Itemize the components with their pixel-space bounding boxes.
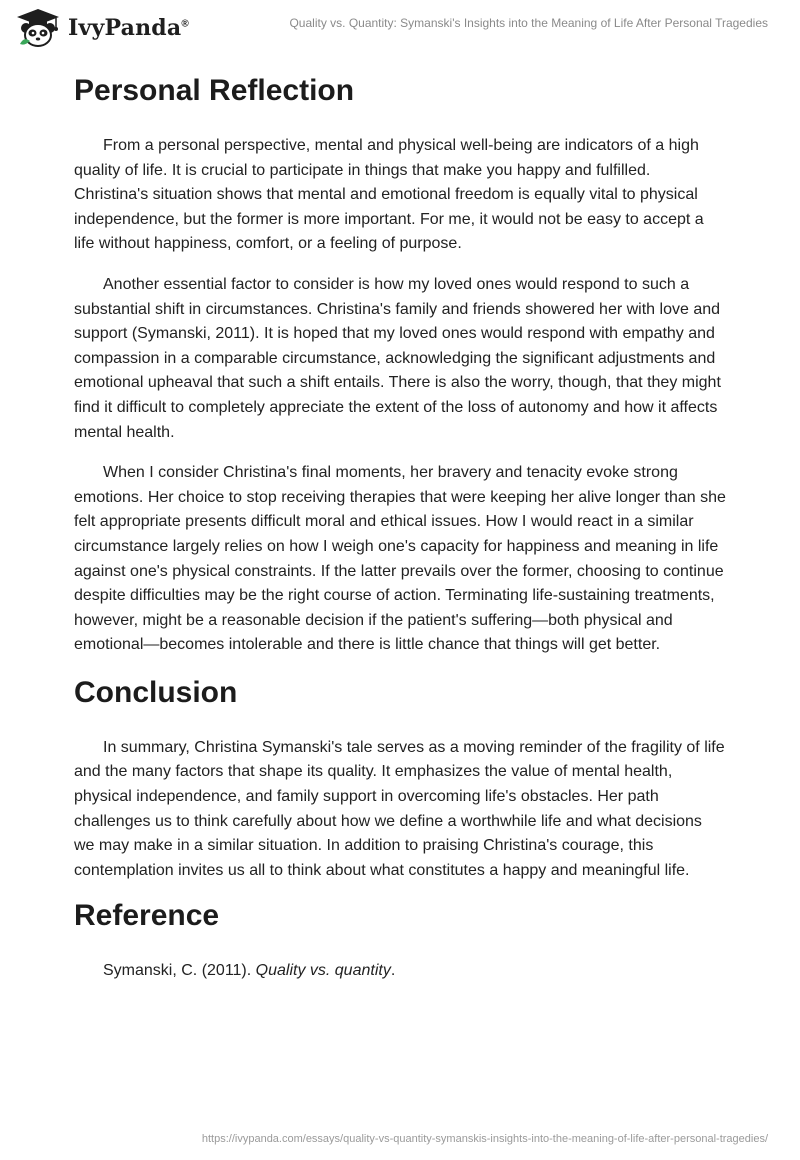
paragraph: Another essential factor to consider is how my loved ones would respond to such a substantial shift in circumstances. Christina's family and friends showered her with love and support (Symanski, 2011). It is hoped that my loved ones would respond with empathy and compassion in a comparable circumstance, acknowledging the significant adjustments and emotional upheaval that such a shift entails. There is also the worry, though, that they might find it difficult to completely appreciate the extent of the loss of autonomy and how it affects mental health.	[74, 275, 721, 441]
source-url[interactable]: https://ivypanda.com/essays/quality-vs-quantity-symanskis-insights-into-the-meaning-of-life-after-personal-tragedies/	[201, 1133, 768, 1145]
personal-reflection-section	[74, 72, 726, 658]
essay-body	[74, 72, 726, 984]
reference-end: .	[390, 962, 396, 980]
paragraph: From a personal perspective, mental and physical well-being are indicators of a high quality of life. It is crucial to participate in things that make you happy and fulfilled. Christina's situation shows that mental and emotional freedom is equally vital to physical independence, but the former is more important. For me, it would not be easy to accept a life without happiness, comfort, or a feeling of purpose.	[74, 137, 704, 253]
brand-logo[interactable]	[14, 8, 189, 48]
brand-name: IvyPanda®	[68, 15, 189, 41]
document-title: Quality vs. Quantity: Symanski's Insights into the Meaning of Life After Personal Tragedies	[289, 16, 768, 30]
conclusion-section	[74, 674, 726, 884]
paragraph: In summary, Christina Symanski's tale serves as a moving reminder of the fragility of life and the many factors that shape its quality. It emphasizes the value of mental health, physical independence, and family support in overcoming life's obstacles. Her path challenges us to think carefully about how we define a worthwhile life and what decisions we may make in a similar situation. In addition to praising Christina's courage, this contemplation invites us all to think about what constitutes a happy and meaningful life.	[74, 738, 725, 879]
reference-author: Symanski, C. (2011).	[103, 962, 256, 980]
reference-title: Quality vs. quantity	[255, 962, 391, 980]
reference-section	[74, 897, 726, 984]
reference-heading: Reference	[74, 899, 220, 933]
page-header	[0, 0, 800, 58]
paragraph: When I consider Christina's final moments, her bravery and tenacity evoke strong emotions. Her choice to stop receiving therapies that were keeping her alive longer than she felt appropriate presents difficult moral and ethical issues. How I would react in a similar circumstance largely relies on how I weigh one's capacity for happiness and meaning in life against one's physical constraints. If the latter prevails over the former, choosing to continue despite difficulties may be the right course of action. Terminating life-sustaining treatments, however, might be a reasonable decision if the patient's suffering—both physical and emotional—becomes intolerable and there is little chance that things will get better.	[74, 464, 726, 654]
personal-reflection-heading: Personal Reflection	[74, 74, 355, 107]
reference-entry	[74, 959, 726, 984]
panda-graduate-icon	[14, 8, 62, 48]
conclusion-heading: Conclusion	[74, 675, 238, 709]
